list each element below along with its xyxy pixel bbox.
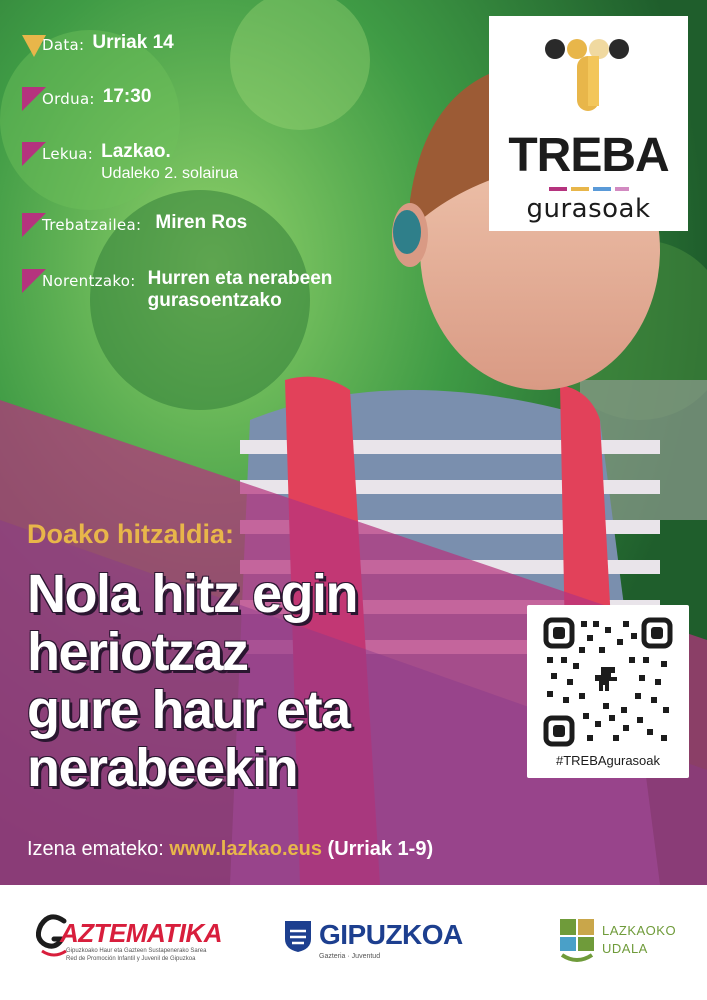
registration-dates: (Urriak 1-9) [327, 838, 434, 860]
registration-label: Izena emateko: [27, 838, 164, 860]
footer-sponsors [0, 885, 707, 1000]
talk-title [27, 565, 527, 797]
talk-subtitle: Doako hitzaldia: [27, 519, 235, 549]
info-time [22, 86, 151, 112]
trainer-tag [22, 212, 141, 238]
registration-link[interactable]: www.lazkao.eus [169, 838, 322, 860]
info-trainer [22, 212, 247, 238]
place-label: Lekua: [42, 145, 94, 163]
trainer-label: Trebatzailea: [42, 216, 142, 234]
registration-line [27, 838, 433, 861]
gaztematika-name: AZTEMATIKA [60, 918, 223, 948]
treba-title: TREBA [508, 129, 669, 182]
date-label: Data: [42, 36, 85, 54]
place-detail: Udaleko 2. solairua [101, 165, 239, 182]
talk-title-line: heriotzaz [27, 622, 248, 682]
date-value: Urriak 14 [92, 32, 174, 53]
gipuzkoa-name: GIPUZKOA [319, 919, 463, 950]
talk-title-line: Nola hitz egin [27, 564, 357, 624]
qr-hashtag: #TREBAgurasoak [555, 753, 661, 768]
gipuzkoa-shield-icon [283, 919, 313, 953]
treba-logo [489, 16, 688, 231]
info-audience [22, 268, 332, 312]
qr-card[interactable] [527, 605, 689, 778]
gipuzkoa-logo [283, 919, 503, 969]
audience-label: Norentzako: [42, 272, 136, 290]
info-date [22, 32, 174, 58]
trainer-value: Miren Ros [155, 212, 248, 233]
lazkao-line2: UDALA [602, 941, 648, 956]
gaztematika-logo [36, 913, 236, 973]
audience-tag [22, 268, 136, 294]
treba-subtitle: gurasoak [526, 194, 651, 224]
place-value: Lazkao. [101, 141, 171, 162]
talk-title-line: gure haur eta [27, 680, 350, 740]
gaztematika-line1: Gipuzkoako Haur eta Gazteen Sustapenerako Sarea [66, 948, 207, 954]
audience-line1: Hurren eta nerabeen [147, 268, 333, 289]
talk-title-line: nerabeekin [27, 738, 298, 798]
gipuzkoa-sub: Gazteria · Juventud [319, 953, 381, 960]
place-tag [22, 141, 93, 167]
lazkao-line1: LAZKAOKO [602, 923, 677, 938]
gaztematika-line2: Red de Promoción Infantil y Juvenil de Gipuzkoa [66, 956, 196, 962]
date-tag [22, 32, 84, 58]
treba-color-bar [489, 185, 688, 193]
time-label: Ordua: [42, 90, 95, 108]
time-tag [22, 86, 95, 112]
audience-line2: gurasoentzako [147, 290, 282, 311]
treba-t-icon [489, 16, 688, 126]
qr-code-icon [543, 617, 673, 747]
info-place [22, 141, 238, 185]
lazkao-logo [558, 917, 688, 967]
lazkao-crest-icon [558, 917, 596, 963]
time-value: 17:30 [102, 86, 152, 107]
